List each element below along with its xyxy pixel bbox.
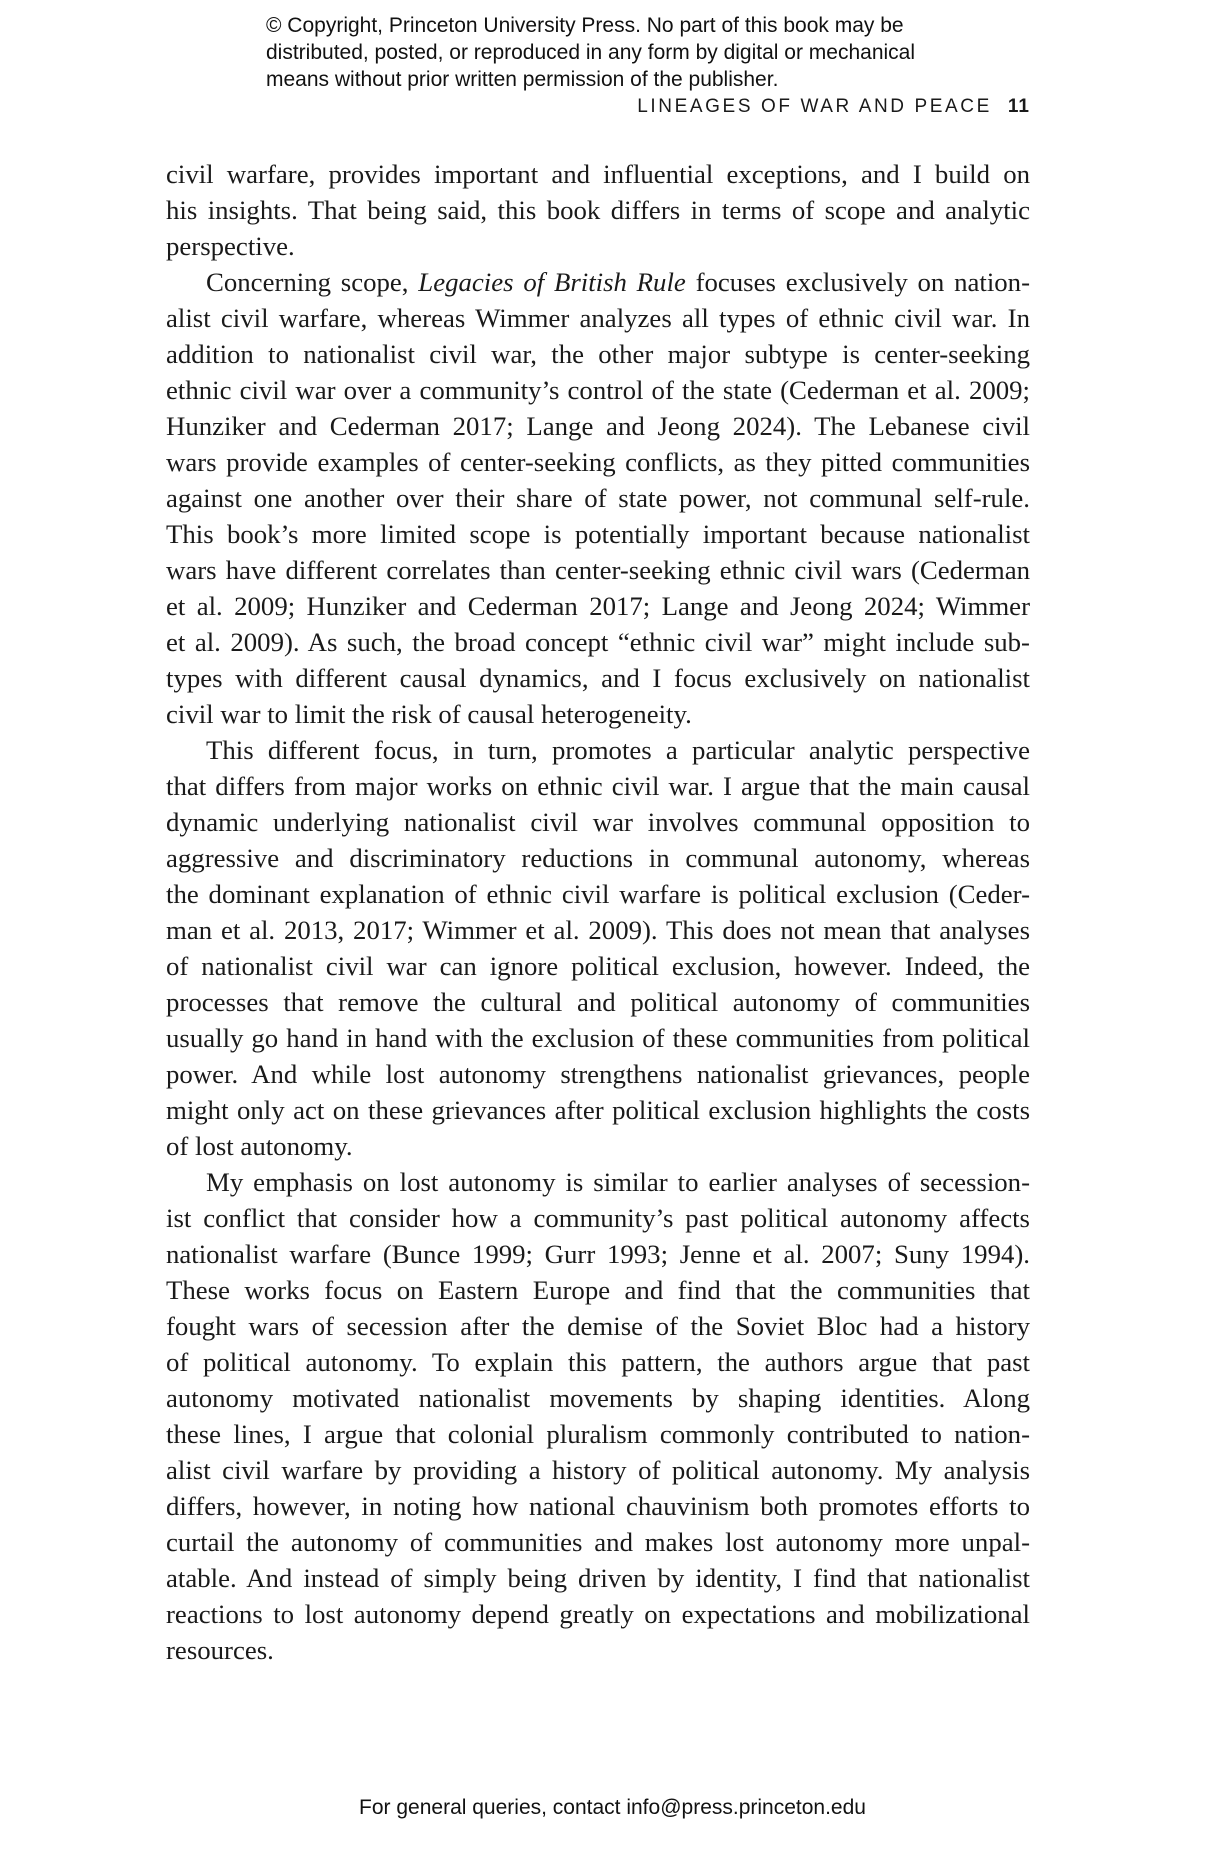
text-line: aggressive and discriminatory reductions in communal autonomy, whereas	[166, 843, 1030, 873]
page-number: 11	[1007, 96, 1030, 117]
text-line: et al. 2009). As such, the broad concept “ethnic civil war” might include sub-	[166, 627, 1030, 657]
text-line: processes that remove the cultural and political autonomy of communities	[166, 987, 1030, 1017]
text-line: resources.	[166, 1635, 274, 1665]
text-line: This different focus, in turn, promotes a particular analytic perspective	[206, 735, 1030, 765]
text-line	[166, 264, 1030, 300]
text-line: alist civil warfare, whereas Wimmer analyzes all types of ethnic civil war. In	[166, 303, 1030, 333]
footer-contact: For general queries, contact info@press.princeton.edu	[359, 1796, 866, 1819]
copyright-line: means without prior written permission of the publisher.	[266, 68, 779, 91]
text-line: wars have different correlates than center-seeking ethnic civil wars (Cederman	[166, 555, 1030, 585]
text-line: autonomy motivated nationalist movements by shaping identities. Along	[166, 1383, 1030, 1413]
copyright-line: distributed, posted, or reproduced in any form by digital or mechanical	[266, 41, 916, 64]
text-line: nationalist warfare (Bunce 1999; Gurr 1993; Jenne et al. 2007; Suny 1994).	[166, 1239, 1030, 1269]
text-line: his insights. That being said, this book differs in terms of scope and analytic	[166, 195, 1030, 225]
text-line: ethnic civil war over a community’s control of the state (Cederman et al. 2009;	[166, 375, 1030, 405]
text-line: atable. And instead of simply being driven by identity, I find that nationalist	[166, 1563, 1030, 1593]
text-line: civil warfare, provides important and influential exceptions, and I build on	[166, 159, 1030, 189]
text-line: usually go hand in hand with the exclusion of these communities from political	[166, 1023, 1030, 1053]
text-line: Hunziker and Cederman 2017; Lange and Jeong 2024). The Lebanese civil	[166, 411, 1030, 441]
text-line: might only act on these grievances after political exclusion highlights the costs	[166, 1095, 1030, 1125]
text-line: differs, however, in noting how national chauvinism both promotes efforts to	[166, 1491, 1030, 1521]
text-line: addition to nationalist civil war, the other major subtype is center-seeking	[166, 339, 1030, 369]
text-line: dynamic underlying nationalist civil war involves communal opposition to	[166, 807, 1030, 837]
text-line: of lost autonomy.	[166, 1131, 353, 1161]
text-line: These works focus on Eastern Europe and find that the communities that	[166, 1275, 1030, 1305]
text-line: types with different causal dynamics, and I focus exclusively on nationalist	[166, 663, 1030, 693]
text-run: Concerning scope,	[206, 267, 419, 297]
text-line: This book’s more limited scope is potentially important because nationalist	[166, 519, 1030, 549]
text-line: alist civil warfare by providing a history of political autonomy. My analysis	[166, 1455, 1030, 1485]
book-title-italic: Legacies of British Rule	[418, 267, 686, 297]
text-line: et al. 2009; Hunziker and Cederman 2017; Lange and Jeong 2024; Wimmer	[166, 591, 1030, 621]
text-line: civil war to limit the risk of causal heterogeneity.	[166, 699, 692, 729]
body-text	[166, 156, 1030, 1668]
text-line: ist conflict that consider how a community’s past political autonomy affects	[166, 1203, 1030, 1233]
text-line: reactions to lost autonomy depend greatly on expectations and mobilizational	[166, 1599, 1030, 1629]
text-line: wars provide examples of center-seeking conflicts, as they pitted communities	[166, 447, 1030, 477]
text-line: of nationalist civil war can ignore political exclusion, however. Indeed, the	[166, 951, 1030, 981]
text-line: My emphasis on lost autonomy is similar to earlier analyses of secession-	[206, 1167, 1030, 1197]
copyright-line: © Copyright, Princeton University Press. No part of this book may be	[266, 14, 904, 37]
text-line: of political autonomy. To explain this pattern, the authors argue that past	[166, 1347, 1030, 1377]
text-line: against one another over their share of state power, not communal self-rule.	[166, 483, 1030, 513]
text-line: that differs from major works on ethnic civil war. I argue that the main causal	[166, 771, 1030, 801]
running-head-title: LINEAGES OF WAR AND PEACE	[637, 96, 992, 117]
text-line: fought wars of secession after the demise of the Soviet Bloc had a history	[166, 1311, 1030, 1341]
text-line: curtail the autonomy of communities and makes lost autonomy more unpal-	[166, 1527, 1030, 1557]
text-run: focuses exclusively on nation-	[685, 267, 1031, 297]
running-head	[166, 96, 1030, 118]
text-line: perspective.	[166, 231, 295, 261]
text-line: man et al. 2013, 2017; Wimmer et al. 2009). This does not mean that analyses	[166, 915, 1030, 945]
text-line: power. And while lost autonomy strengthens nationalist grievances, people	[166, 1059, 1030, 1089]
text-line: these lines, I argue that colonial pluralism commonly contributed to nation-	[166, 1419, 1030, 1449]
copyright-notice	[266, 12, 1026, 93]
text-line: the dominant explanation of ethnic civil warfare is political exclusion (Ceder-	[166, 879, 1030, 909]
